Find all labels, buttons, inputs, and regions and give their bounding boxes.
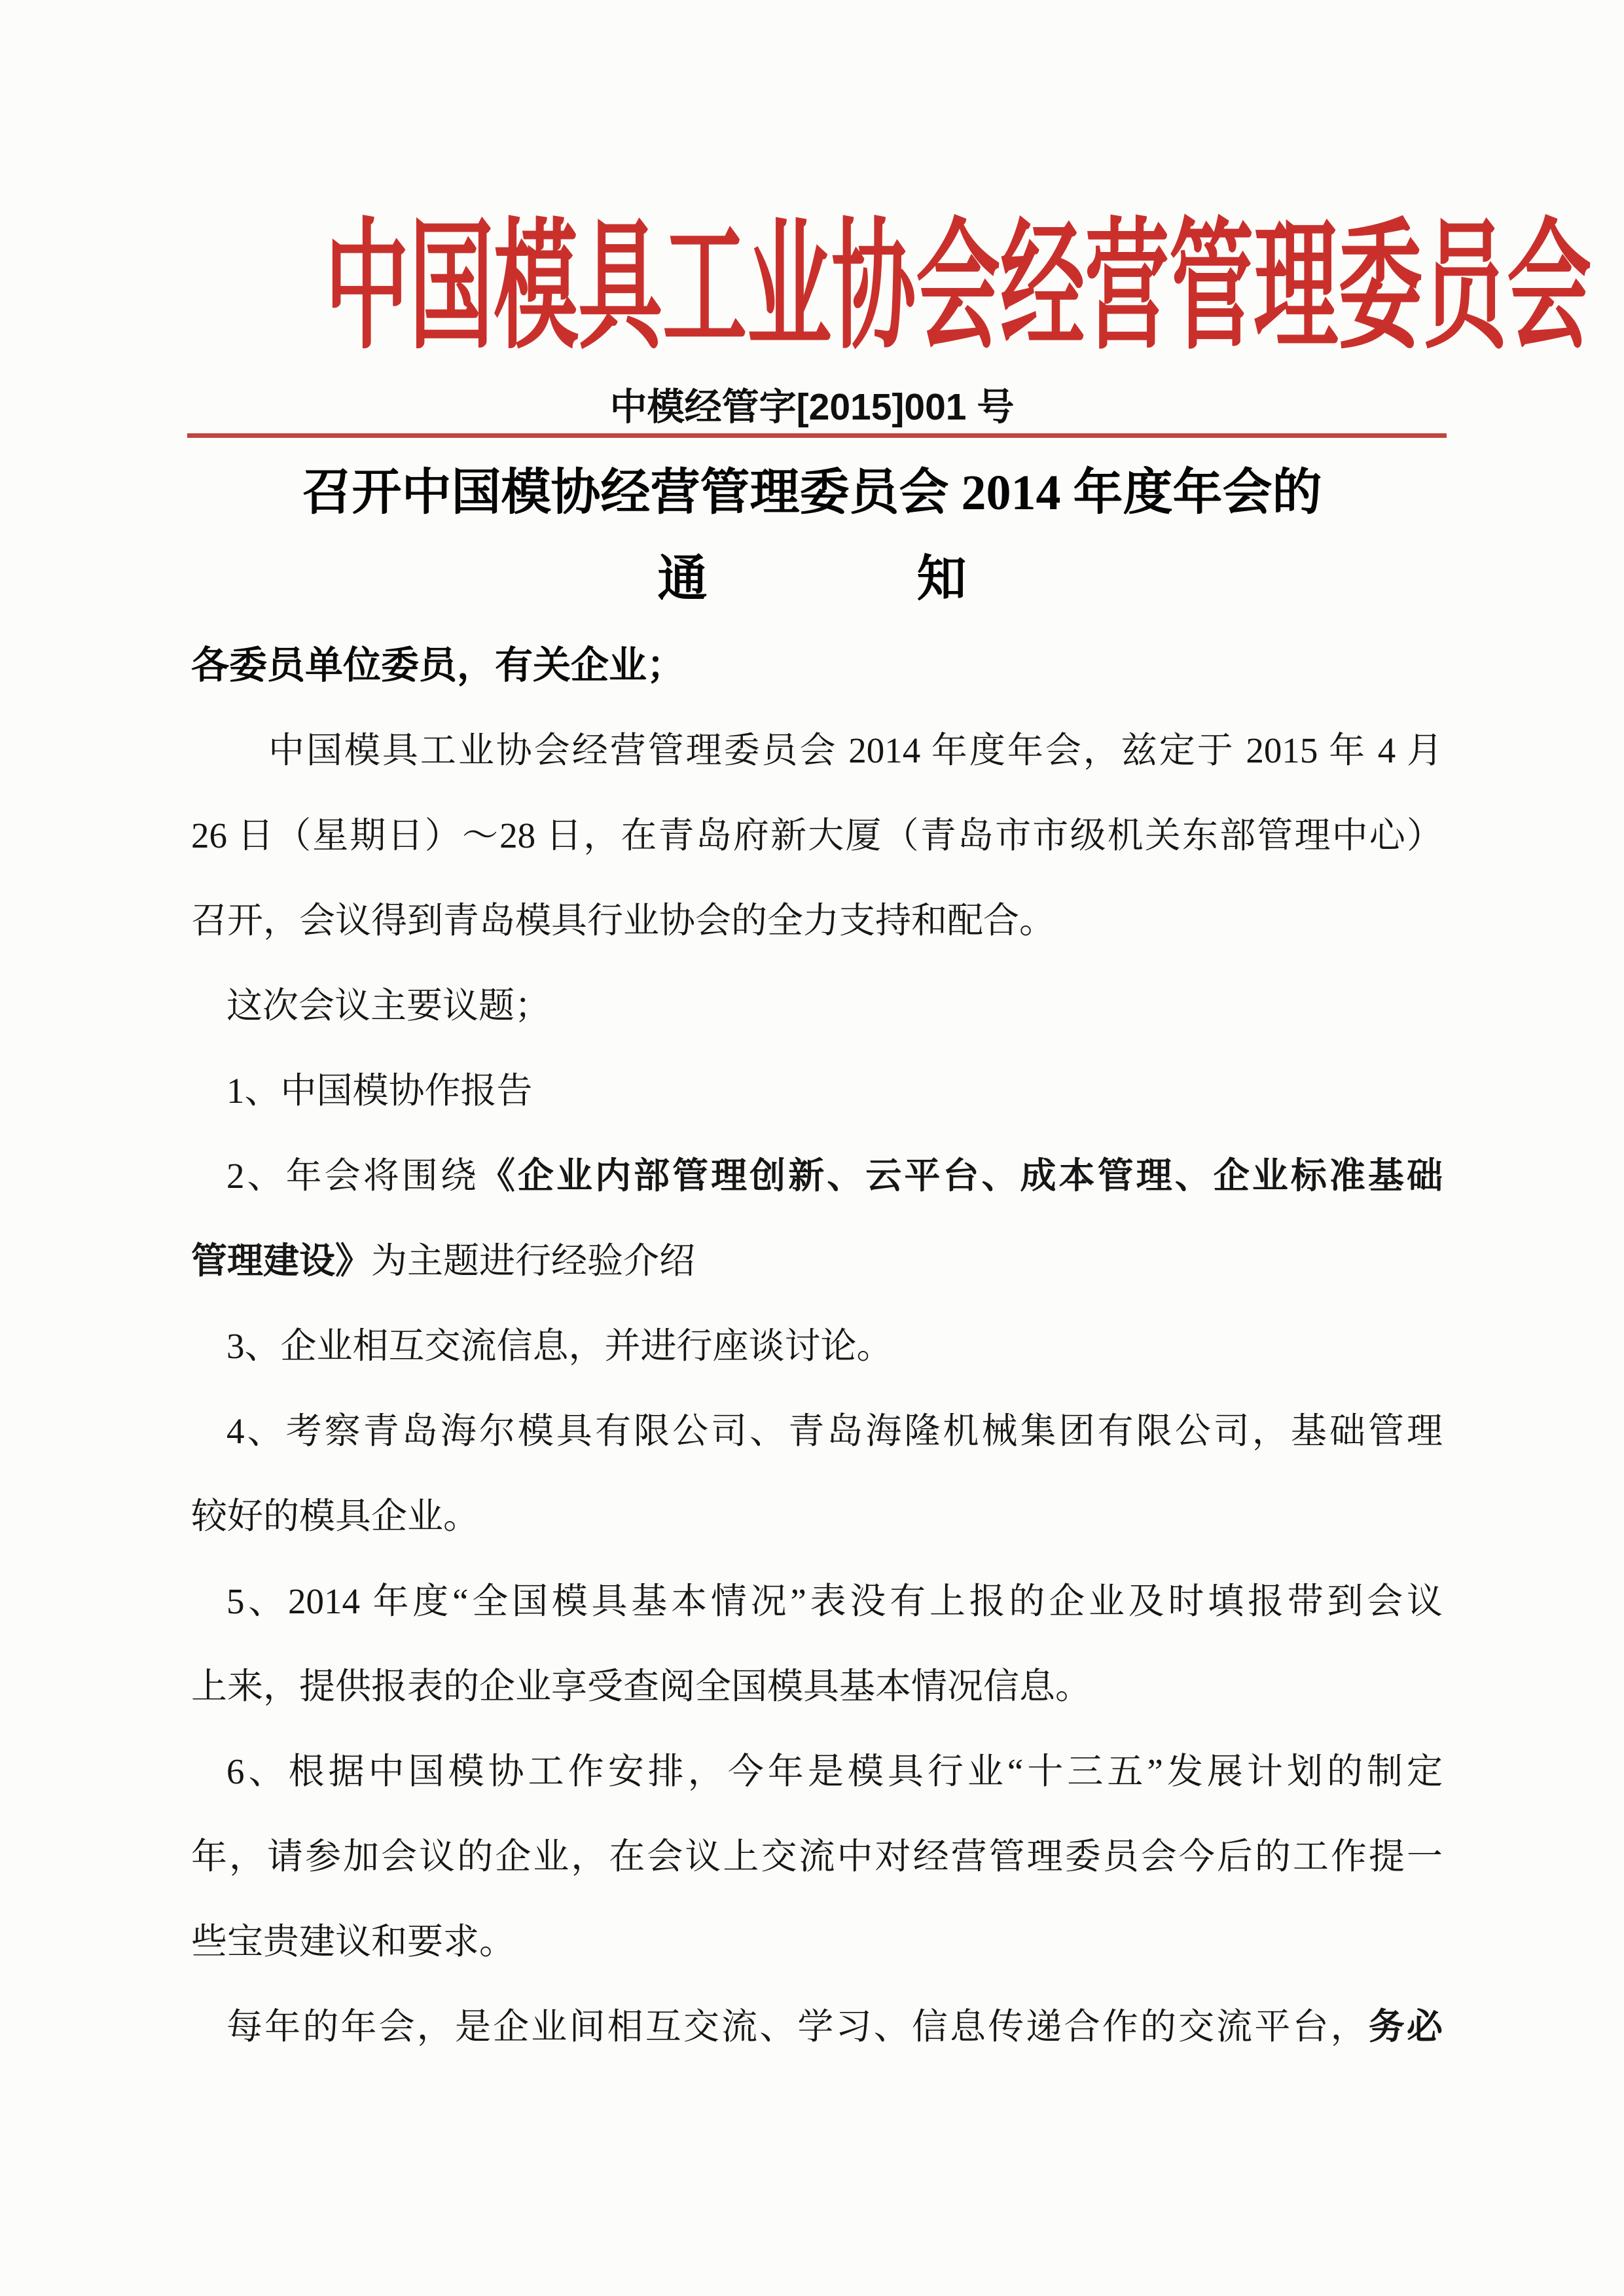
intro-paragraph-line-3: 召开，会议得到青岛模具行业协会的全力支持和配合。 bbox=[191, 901, 1056, 941]
agenda-item-2-rest: 为主题进行经验介绍 bbox=[371, 1241, 696, 1281]
agenda-item-2-prefix: 2、年会将围绕 bbox=[226, 1156, 479, 1196]
notice-title-char-zhi: 知 bbox=[916, 552, 967, 607]
agenda-item-6-line-2: 年，请参加会议的企业，在会议上交流中对经营管理委员会今后的工作提一 bbox=[191, 1837, 1443, 1876]
agenda-item-2-topic-bold: 《企业内部管理创新、云平台、成本管理、企业标准基础 bbox=[478, 1156, 1443, 1196]
agenda-item-6-line-1: 6、根据中国模协工作安排，今年是模具行业“十三五”发展计划的制定 bbox=[226, 1751, 1443, 1791]
closing-paragraph-bold: 务必 bbox=[1368, 2007, 1443, 2047]
agenda-item-5-line-1: 5、2014 年度“全国模具基本情况”表没有上报的企业及时填报带到会议 bbox=[226, 1581, 1443, 1621]
notice-title-char-tong: 通 bbox=[657, 552, 708, 607]
agenda-item-1: 1、中国模协作报告 bbox=[226, 1071, 533, 1111]
letterhead-org-name: 中国模具工业协会经营管理委员会 bbox=[325, 209, 1592, 366]
agenda-item-2-topic-bold-end: 管理建设》 bbox=[191, 1241, 372, 1281]
agenda-item-3: 3、企业相互交流信息，并进行座谈讨论。 bbox=[226, 1326, 893, 1366]
agenda-item-4-line-2: 较好的模具企业。 bbox=[191, 1496, 480, 1536]
notice-title-line1: 召开中国模协经营管理委员会 2014 年度年会的 bbox=[302, 465, 1322, 520]
agenda-item-4-line-1: 4、考察青岛海尔模具有限公司、青岛海隆机械集团有限公司，基础管理 bbox=[226, 1411, 1443, 1451]
intro-paragraph-line-2: 26 日（星期日）～28 日，在青岛府新大厦（青岛市市级机关东部管理中心） bbox=[191, 816, 1443, 855]
agenda-item-6-line-3: 些宝贵建议和要求。 bbox=[191, 1922, 516, 1962]
document-number: 中模经管字[2015]001 号 bbox=[609, 386, 1015, 428]
closing-paragraph-line-1 bbox=[191, 1984, 1443, 2070]
notice-body bbox=[191, 623, 1443, 2070]
notice-title-line2 bbox=[0, 548, 1624, 611]
intro-paragraph-line-1: 中国模具工业协会经营管理委员会 2014 年度年会，兹定于 2015 年 4 月 bbox=[268, 730, 1443, 770]
agenda-item-5-line-2: 上来，提供报表的企业享受查阅全国模具基本情况信息。 bbox=[191, 1666, 1092, 1706]
letterhead-divider-rule bbox=[187, 433, 1447, 438]
agenda-item-2-line-2 bbox=[191, 1219, 1443, 1304]
closing-paragraph-text: 每年的年会，是企业间相互交流、学习、信息传递合作的交流平台， bbox=[226, 2007, 1369, 2047]
agenda-header-line: 这次会议主要议题； bbox=[226, 986, 551, 1026]
agenda-item-2-line-1 bbox=[191, 1134, 1443, 1219]
salutation-line: 各委员单位委员，有关企业； bbox=[191, 644, 685, 687]
